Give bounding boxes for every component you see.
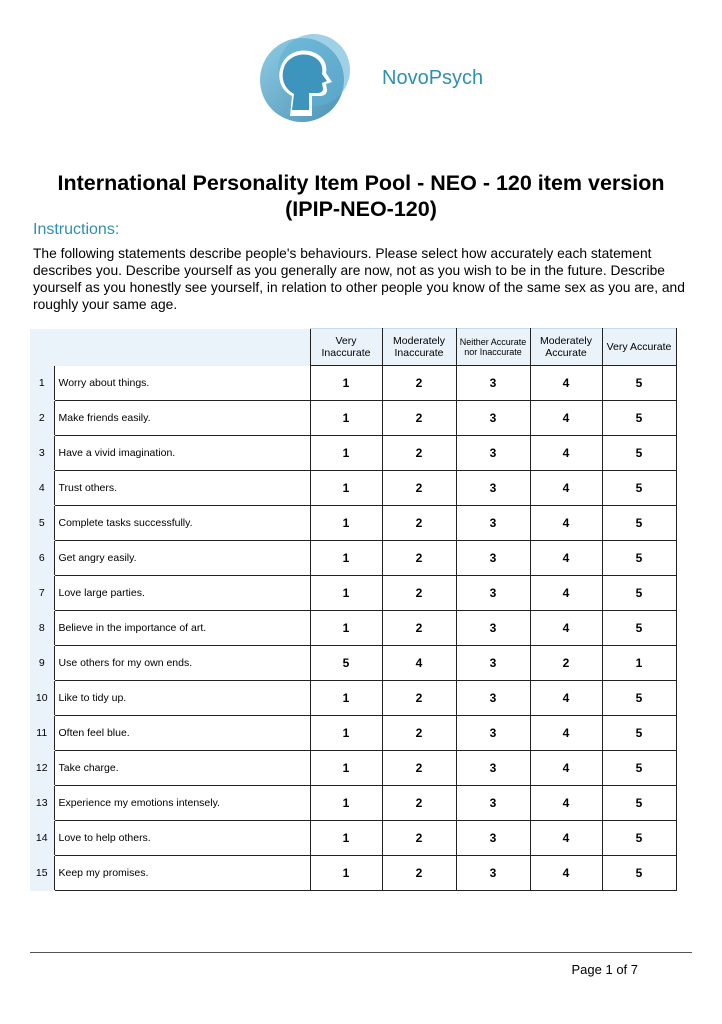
response-option[interactable]: 2 <box>382 681 456 716</box>
page-title <box>0 170 722 222</box>
table-row <box>30 576 676 611</box>
response-option[interactable]: 1 <box>310 856 382 891</box>
response-option[interactable]: 1 <box>310 786 382 821</box>
table-row <box>30 681 676 716</box>
response-option[interactable]: 5 <box>602 506 676 541</box>
item-number: 11 <box>30 716 54 751</box>
response-option[interactable]: 1 <box>310 751 382 786</box>
response-option[interactable]: 2 <box>382 751 456 786</box>
response-option[interactable]: 5 <box>602 471 676 506</box>
header-blank <box>54 329 310 366</box>
item-number: 14 <box>30 821 54 856</box>
response-option[interactable]: 3 <box>456 681 530 716</box>
response-option[interactable]: 5 <box>602 436 676 471</box>
response-option[interactable]: 3 <box>456 436 530 471</box>
response-option[interactable]: 5 <box>602 366 676 401</box>
response-option[interactable]: 1 <box>310 471 382 506</box>
response-option[interactable]: 1 <box>310 506 382 541</box>
table-row <box>30 611 676 646</box>
item-statement: Love to help others. <box>54 821 310 856</box>
response-option[interactable]: 2 <box>382 436 456 471</box>
response-option[interactable]: 3 <box>456 751 530 786</box>
response-option[interactable]: 1 <box>310 366 382 401</box>
item-number: 8 <box>30 611 54 646</box>
response-option[interactable]: 5 <box>310 646 382 681</box>
item-statement: Trust others. <box>54 471 310 506</box>
response-option[interactable]: 4 <box>530 576 602 611</box>
response-option[interactable]: 5 <box>602 716 676 751</box>
item-number: 13 <box>30 786 54 821</box>
table-row <box>30 716 676 751</box>
item-number: 4 <box>30 471 54 506</box>
table-row <box>30 821 676 856</box>
item-number: 5 <box>30 506 54 541</box>
response-option[interactable]: 2 <box>382 506 456 541</box>
response-option[interactable]: 4 <box>530 611 602 646</box>
response-option[interactable]: 4 <box>530 401 602 436</box>
item-statement: Experience my emotions intensely. <box>54 786 310 821</box>
item-number: 2 <box>30 401 54 436</box>
item-statement: Like to tidy up. <box>54 681 310 716</box>
brand-name: NovoPsych <box>382 67 484 89</box>
footer-divider <box>30 952 692 953</box>
response-option[interactable]: 3 <box>456 821 530 856</box>
header-blank <box>30 329 54 366</box>
response-option[interactable]: 3 <box>456 786 530 821</box>
response-option[interactable]: 4 <box>530 751 602 786</box>
table-row <box>30 786 676 821</box>
item-statement: Get angry easily. <box>54 541 310 576</box>
header-very-accurate: Very Accurate <box>602 329 676 366</box>
response-option[interactable]: 2 <box>382 471 456 506</box>
response-option[interactable]: 4 <box>530 541 602 576</box>
response-option[interactable]: 3 <box>456 856 530 891</box>
item-number: 9 <box>30 646 54 681</box>
response-option[interactable]: 2 <box>382 541 456 576</box>
response-option[interactable]: 2 <box>382 716 456 751</box>
response-option[interactable]: 3 <box>456 576 530 611</box>
response-option[interactable]: 3 <box>456 401 530 436</box>
response-option[interactable]: 5 <box>602 541 676 576</box>
table-row <box>30 751 676 786</box>
response-option[interactable]: 2 <box>382 366 456 401</box>
header-very-inaccurate: Very Inaccurate <box>310 329 382 366</box>
response-option[interactable]: 2 <box>530 646 602 681</box>
header-neither: Neither Accurate nor Inaccurate <box>456 329 530 366</box>
title-line-2: (IPIP-NEO-120) <box>285 197 437 221</box>
item-statement: Have a vivid imagination. <box>54 436 310 471</box>
table-row <box>30 366 676 401</box>
table-row <box>30 541 676 576</box>
response-option[interactable]: 3 <box>456 646 530 681</box>
item-number: 12 <box>30 751 54 786</box>
response-option[interactable]: 5 <box>602 821 676 856</box>
response-option[interactable]: 4 <box>530 506 602 541</box>
response-option[interactable]: 3 <box>456 506 530 541</box>
item-number: 3 <box>30 436 54 471</box>
response-option[interactable]: 1 <box>310 576 382 611</box>
table-row <box>30 436 676 471</box>
item-statement: Believe in the importance of art. <box>54 611 310 646</box>
item-statement: Use others for my own ends. <box>54 646 310 681</box>
response-option[interactable]: 5 <box>602 681 676 716</box>
response-option[interactable]: 3 <box>456 611 530 646</box>
item-statement: Take charge. <box>54 751 310 786</box>
response-option[interactable]: 4 <box>530 436 602 471</box>
head-profile-logo <box>254 30 354 125</box>
item-number: 10 <box>30 681 54 716</box>
response-option[interactable]: 3 <box>456 541 530 576</box>
page-number: Page 1 of 7 <box>571 962 638 977</box>
response-option[interactable]: 4 <box>530 366 602 401</box>
response-option[interactable]: 2 <box>382 576 456 611</box>
item-statement: Make friends easily. <box>54 401 310 436</box>
response-option[interactable]: 5 <box>602 856 676 891</box>
item-statement: Complete tasks successfully. <box>54 506 310 541</box>
response-option[interactable]: 2 <box>382 856 456 891</box>
table-header <box>30 329 676 366</box>
response-option[interactable]: 4 <box>530 856 602 891</box>
response-option[interactable]: 5 <box>602 576 676 611</box>
item-statement: Love large parties. <box>54 576 310 611</box>
response-option[interactable]: 4 <box>530 716 602 751</box>
response-option[interactable]: 3 <box>456 716 530 751</box>
response-option[interactable]: 4 <box>382 646 456 681</box>
response-option[interactable]: 1 <box>310 541 382 576</box>
item-statement: Worry about things. <box>54 366 310 401</box>
response-option[interactable]: 1 <box>310 611 382 646</box>
response-option[interactable]: 4 <box>530 821 602 856</box>
response-option[interactable]: 1 <box>310 716 382 751</box>
items-table <box>30 328 677 891</box>
item-number: 1 <box>30 366 54 401</box>
response-option[interactable]: 1 <box>310 401 382 436</box>
response-option[interactable]: 4 <box>530 681 602 716</box>
response-option[interactable]: 3 <box>456 471 530 506</box>
response-option[interactable]: 5 <box>602 786 676 821</box>
response-option[interactable]: 1 <box>310 436 382 471</box>
response-option[interactable]: 2 <box>382 786 456 821</box>
response-option[interactable]: 2 <box>382 821 456 856</box>
table-row <box>30 471 676 506</box>
title-line-1: International Personality Item Pool - NEO - 120 item version <box>57 171 665 195</box>
response-option[interactable]: 5 <box>602 401 676 436</box>
instructions-heading: Instructions: <box>33 221 120 238</box>
item-number: 7 <box>30 576 54 611</box>
header-moderately-inaccurate: Moderately Inaccurate <box>382 329 456 366</box>
response-option[interactable]: 3 <box>456 366 530 401</box>
item-statement: Often feel blue. <box>54 716 310 751</box>
item-number: 15 <box>30 856 54 891</box>
response-option[interactable]: 1 <box>310 821 382 856</box>
instructions-text: The following statements describe people's behaviours. Please select how accurately each statement describes you. Describe yourself as you generally are now, not as you wish to be in the future. Describe yourself as you honestly see yourself, in relation to other people you know of the same sex as you are, and roughly your same age. <box>33 246 685 312</box>
response-option[interactable]: 5 <box>602 751 676 786</box>
table-row <box>30 646 676 681</box>
response-option[interactable]: 2 <box>382 611 456 646</box>
table-row <box>30 856 676 891</box>
table-row <box>30 401 676 436</box>
header-moderately-accurate: Moderately Accurate <box>530 329 602 366</box>
response-option[interactable]: 1 <box>602 646 676 681</box>
item-statement: Keep my promises. <box>54 856 310 891</box>
response-option[interactable]: 1 <box>310 681 382 716</box>
table-row <box>30 506 676 541</box>
response-option[interactable]: 4 <box>530 471 602 506</box>
response-option[interactable]: 5 <box>602 611 676 646</box>
response-option[interactable]: 4 <box>530 786 602 821</box>
response-option[interactable]: 2 <box>382 401 456 436</box>
item-number: 6 <box>30 541 54 576</box>
